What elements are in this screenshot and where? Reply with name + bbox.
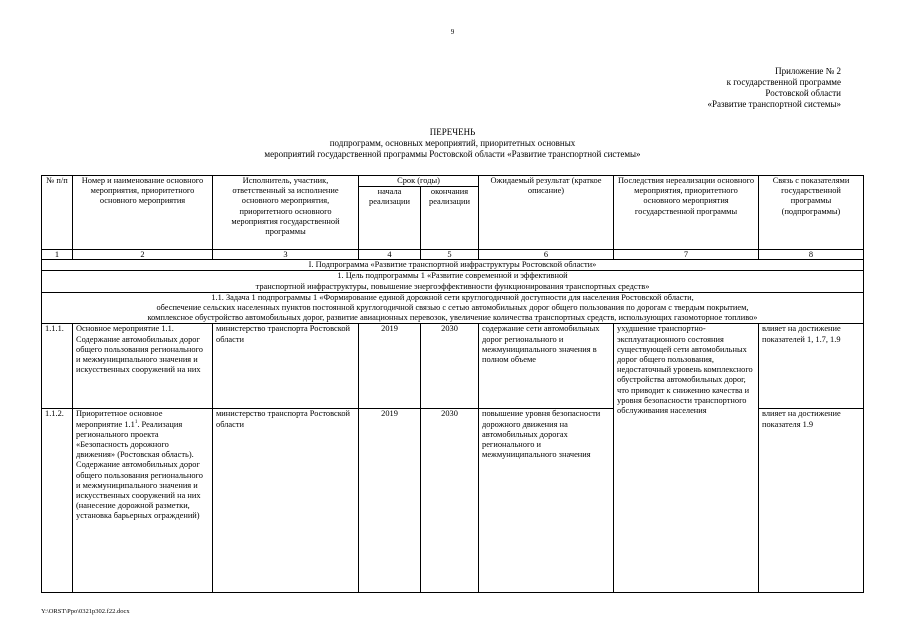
header-num: № п/п <box>42 176 73 250</box>
column-number: 8 <box>759 250 864 260</box>
row-result: содержание сети автомобильных дорог регионального и межмуниципального значения в полном объеме <box>479 324 614 409</box>
header-executor: Исполнитель, участник, ответственный за исполнение основного мероприятия, приоритетного основного мероприятия государственной программы <box>213 176 359 250</box>
appendix-header <box>641 66 841 110</box>
goal-row <box>42 271 864 292</box>
column-number-row <box>42 250 864 260</box>
row-link: влияет на достижение показателя 1.9 <box>759 409 864 593</box>
row-end: 2030 <box>421 324 479 409</box>
task-line: 1.1. Задача 1 подпрограммы 1 «Формирование единой дорожной сети круглогодичной доступности для населения Ростовской области, <box>211 292 694 302</box>
row-executor: министерство транспорта Ростовской области <box>213 409 359 593</box>
row-consequences: ухудшение транспортно-эксплуатационного состояния существующей сети автомобильных дорог общего пользования, недостаточный уровень комплексного обустройства автомобильных дорог, что приводит к снижению качества и уровня безопасности транспортного обслуживания населения <box>614 324 759 593</box>
row-name <box>73 409 213 593</box>
appendix-line: к государственной программе <box>726 77 841 87</box>
task-row <box>42 292 864 324</box>
header-row <box>42 176 864 187</box>
header-consequences: Последствия нереализации основного мероприятия, приоритетного основного мероприятия государственной программы <box>614 176 759 250</box>
task-line: обеспечение сельских населенных пунктов постоянной круглогодичной связью с сетью автомобильных дорог общего пользования по дорогам с твердым покрытием, <box>156 303 749 313</box>
measures-table <box>41 175 864 593</box>
task-line: комплексное обустройство автомобильных дорог, развитие авиационных перевозок, увеличение количества транспортных средств, использующих газомоторное топливо» <box>147 313 758 323</box>
row-end: 2030 <box>421 409 479 593</box>
goal-line: транспортной инфраструктуры, повышение энергоэффективности функционирования транспортных средств» <box>255 281 650 291</box>
header-result: Ожидаемый результат (краткое описание) <box>479 176 614 250</box>
row-link: влияет на достижение показателей 1, 1.7, 1.9 <box>759 324 864 409</box>
column-number: 5 <box>421 250 479 260</box>
row-name: Основное мероприятие 1.1. Содержание автомобильных дорог общего пользования регионального и межмуниципального значения и искусственных сооружений на них <box>73 324 213 409</box>
row-name-part: Приоритетное основное мероприятие 1.1 <box>76 409 163 429</box>
row-num: 1.1.2. <box>42 409 73 593</box>
header-name: Номер и наименование основного мероприятия, приоритетного основного мероприятия <box>73 176 213 250</box>
row-result: повышение уровня безопасности дорожного движения на автомобильных дорогах регионального и межмуниципального значения <box>479 409 614 593</box>
row-num: 1.1.1. <box>42 324 73 409</box>
header-term: Срок (годы) <box>359 176 479 187</box>
title-line: подпрограмм, основных мероприятий, приоритетных основных <box>329 138 576 148</box>
row-start: 2019 <box>359 324 421 409</box>
row-start: 2019 <box>359 409 421 593</box>
header-start: начала реализации <box>359 187 421 250</box>
task-title <box>42 292 864 324</box>
file-path-footer: Y:\ORST\Ppo\0321p302.f22.docx <box>41 608 130 615</box>
page-number: 9 <box>450 28 455 36</box>
column-number: 4 <box>359 250 421 260</box>
column-number: 7 <box>614 250 759 260</box>
row-name-part: . Реализация регионального проекта «Безопасность дорожного движения» (Ростовская область). Содержание автомобильных дорог общего пользования регионального и межмуниципального значения и искусственных сооружений на них (нанесение дорожной разметки, установка барьерных ограждений) <box>76 419 203 521</box>
appendix-line: «Развитие транспортной системы» <box>707 99 841 109</box>
subprogram-row <box>42 260 864 271</box>
table-row <box>42 324 864 409</box>
subprogram-title: I. Подпрограмма «Развитие транспортной инфраструктуры Ростовской области» <box>42 260 864 271</box>
appendix-line: Ростовской области <box>765 88 841 98</box>
footnote-mark: 1 <box>134 419 138 425</box>
appendix-line: Приложение № 2 <box>775 66 841 76</box>
header-link: Связь с показателями государственной программы (подпрограммы) <box>759 176 864 250</box>
document-title <box>0 127 905 160</box>
header-end: окончания реализации <box>421 187 479 250</box>
goal-line: 1. Цель подпрограммы 1 «Развитие современной и эффективной <box>337 271 568 281</box>
row-executor: министерство транспорта Ростовской области <box>213 324 359 409</box>
title-word: ПЕРЕЧЕНЬ <box>429 127 476 137</box>
goal-title <box>42 271 864 292</box>
column-number: 2 <box>73 250 213 260</box>
column-number: 3 <box>213 250 359 260</box>
column-number: 6 <box>479 250 614 260</box>
column-number: 1 <box>42 250 73 260</box>
title-line: мероприятий государственной программы Ростовской области «Развитие транспортной системы» <box>264 149 641 159</box>
